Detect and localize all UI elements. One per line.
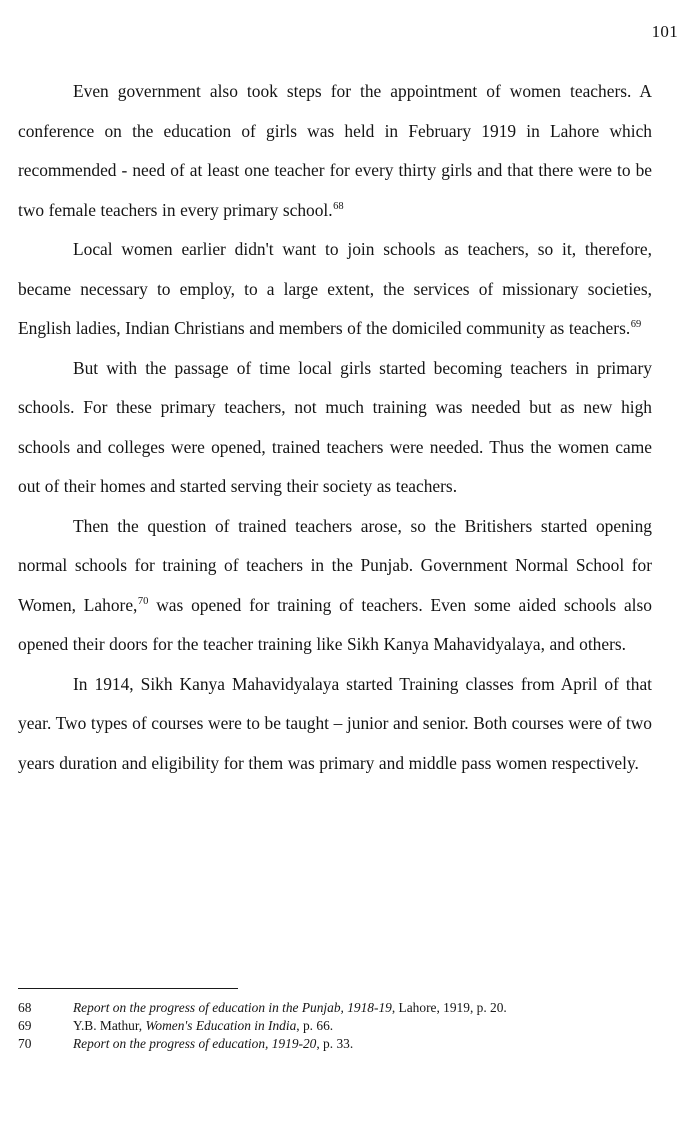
footnote-marker-68[interactable]: 68 [333, 200, 344, 212]
footnote-marker-70[interactable]: 70 [137, 595, 149, 607]
footnote-number-70: 70 [18, 1036, 32, 1051]
footnote-separator-rule [18, 988, 238, 989]
paragraph-4 [18, 507, 652, 665]
footnote-text-68 [73, 999, 652, 1017]
footnote-number-68: 68 [18, 1000, 32, 1015]
paragraph-4-text-before: Then the question of trained teachers arose, so the Britishers started opening normal schools for training of teachers in the Punjab. Government Normal School for Women, Lahore, [18, 515, 652, 615]
paragraph-2 [18, 230, 652, 349]
footnote-69-prefix: Y.B. Mathur, [73, 1018, 146, 1033]
footnote-marker-69[interactable]: 69 [630, 319, 642, 331]
page-number: 101 [651, 22, 678, 41]
paragraph-1 [18, 72, 652, 230]
footnote-number-69: 69 [18, 1018, 32, 1033]
paragraph-4-text-after: was opened for training of teachers. Even some aided schools also opened their doors for the teacher training like Sikh Kanya Mahavidyalaya, and others. [18, 594, 652, 654]
footnotes-section [18, 988, 652, 1053]
paragraph-5-text: In 1914, Sikh Kanya Mahavidyalaya started Training classes from April of that year. Two types of courses were to be taught – junior and senior. Both courses were of two years duration and eligibility for them was primary and middle pass women respectively. [18, 673, 652, 773]
footnote-item-69 [18, 1017, 652, 1035]
paragraph-3-text: But with the passage of time local girls started becoming teachers in primary schools. For these primary teachers, not much training was needed but as new high schools and colleges were opened, trained teachers were needed. Thus the women came out of their homes and started serving their society as teachers. [18, 357, 652, 496]
body-text-column [18, 72, 652, 783]
footnote-68-title: Report on the progress of education in the Punjab, 1918-19 [73, 1000, 392, 1015]
paragraph-1-text: Even government also took steps for the appointment of women teachers. A conference on the education of girls was held in February 1919 in Lahore which recommended - need of at least one teacher for every thirty girls and that there were to be two female teachers in every primary school. [18, 81, 652, 220]
footnote-69-title: Women's Education in India [145, 1018, 297, 1033]
footnote-70-title: Report on the progress of education, 1919-20 [73, 1036, 317, 1051]
paragraph-5 [18, 665, 652, 784]
footnote-text-69 [73, 1017, 652, 1035]
footnote-item-68 [18, 999, 652, 1017]
footnote-69-rest: , p. 66. [296, 1018, 334, 1033]
paragraph-2-text: Local women earlier didn't want to join schools as teachers, so it, therefore, became necessary to employ, to a large extent, the services of missionary societies, English ladies, Indian Christians and members of the domiciled community as teachers. [18, 239, 652, 338]
footnote-68-rest: , Lahore, 1919, p. 20. [391, 1000, 507, 1015]
footnote-70-rest: , p. 33. [316, 1036, 354, 1051]
footnote-text-70 [73, 1035, 652, 1053]
footnote-item-70 [18, 1035, 652, 1053]
paragraph-3 [18, 349, 652, 507]
